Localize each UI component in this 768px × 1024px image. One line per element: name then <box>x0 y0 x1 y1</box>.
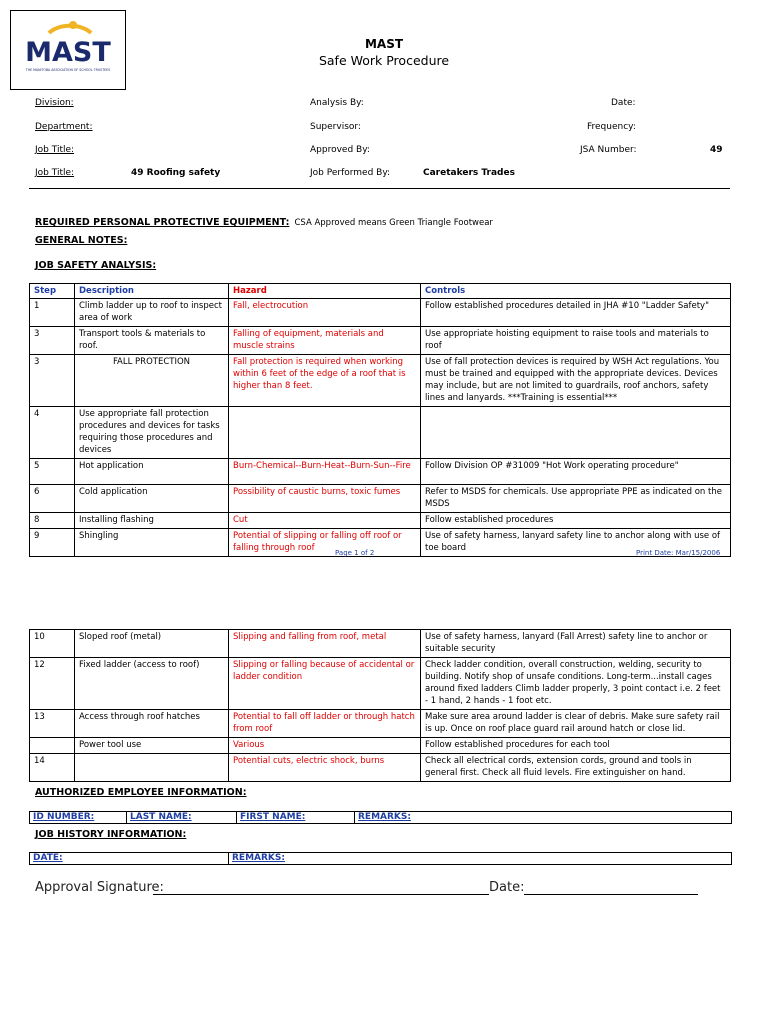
signature-date-label: Date: <box>489 880 525 895</box>
cell-step: 3 <box>30 355 75 407</box>
cell-hazard: Fall, electrocution <box>229 299 421 327</box>
remarks-field[interactable]: REMARKS: <box>358 812 411 822</box>
authorized-label: AUTHORIZED EMPLOYEE INFORMATION: <box>35 787 247 798</box>
cell-step: 12 <box>30 658 75 710</box>
cell-step: 10 <box>30 630 75 658</box>
table-row <box>30 710 731 738</box>
ppe-label: REQUIRED PERSONAL PROTECTIVE EQUIPMENT: <box>35 217 290 228</box>
cell-controls: Follow established procedures for each tool <box>421 738 731 754</box>
doc-title: Safe Work Procedure <box>318 53 450 68</box>
division-label: Division: <box>35 98 74 108</box>
general-notes-label: GENERAL NOTES: <box>35 235 128 246</box>
first-name-field[interactable]: FIRST NAME: <box>240 812 306 822</box>
job-performed-by-label: Job Performed By: <box>310 168 391 178</box>
table-row <box>30 754 731 782</box>
cell-hazard: Potential cuts, electric shock, burns <box>229 754 421 782</box>
job-title-value: 49 Roofing safety <box>131 168 221 178</box>
jsa-number-label: JSA Number: <box>580 145 637 155</box>
history-remarks-field[interactable]: REMARKS: <box>232 853 285 863</box>
cell-hazard: Fall protection is required when working within 6 feet of the edge of a roof that is higher than 8 feet. <box>229 355 421 407</box>
approved-by-label: Approved By: <box>310 145 370 155</box>
history-date-field[interactable]: DATE: <box>33 853 63 863</box>
job-title-label-2: Job Title: <box>35 168 75 178</box>
cell-hazard: Falling of equipment, materials and muscle strains <box>229 327 421 355</box>
table-row <box>30 529 731 557</box>
cell-description: Power tool use <box>75 738 229 754</box>
cell-hazard: Slipping and falling from roof, metal <box>229 630 421 658</box>
header-step: Step <box>30 284 75 299</box>
cell-description: Cold application <box>75 485 229 513</box>
org-title: MAST <box>364 37 404 51</box>
cell-step: 14 <box>30 754 75 782</box>
job-performed-by-value: Caretakers Trades <box>423 168 515 178</box>
cell-step: 8 <box>30 513 75 529</box>
cell-step: 3 <box>30 327 75 355</box>
department-label: Department: <box>35 122 93 132</box>
table-row <box>30 327 731 355</box>
supervisor-label: Supervisor: <box>310 122 361 132</box>
cell-controls: Use of safety harness, lanyard (Fall Arrest) safety line to anchor or suitable security <box>421 630 731 658</box>
print-date: Print Date: Mar/15/2006 <box>636 549 721 557</box>
table-row <box>30 299 731 327</box>
cell-description: Fixed ladder (access to roof) <box>75 658 229 710</box>
analysis-by-label: Analysis By: <box>310 98 364 108</box>
header-hazard: Hazard <box>229 284 421 299</box>
table-row <box>30 658 731 710</box>
table-row <box>30 407 731 459</box>
table-row <box>30 485 731 513</box>
date-label: Date: <box>611 98 636 108</box>
cell-controls: Follow established procedures <box>421 513 731 529</box>
jsa-table-page2 <box>29 629 731 782</box>
cell-description: Climb ladder up to roof to inspect area of work <box>75 299 229 327</box>
id-number-field[interactable]: ID NUMBER: <box>33 812 95 822</box>
last-name-field[interactable]: LAST NAME: <box>130 812 192 822</box>
table-row <box>30 459 731 485</box>
cell-step: 5 <box>30 459 75 485</box>
cell-description: Transport tools & materials to roof. <box>75 327 229 355</box>
cell-hazard: Various <box>229 738 421 754</box>
logo-text: MAST <box>25 37 111 68</box>
cell-hazard: Slipping or falling because of accidental or ladder condition <box>229 658 421 710</box>
jsa-table-page1 <box>29 283 731 557</box>
jsa-label: JOB SAFETY ANALYSIS: <box>35 260 157 271</box>
logo-subtext: THE MANITOBA ASSOCIATION OF SCHOOL TRUSTEES <box>25 68 111 72</box>
cell-controls: Use appropriate hoisting equipment to raise tools and materials to roof <box>421 327 731 355</box>
cell-description <box>75 754 229 782</box>
signature-date-line[interactable] <box>524 894 698 895</box>
approval-signature-line[interactable] <box>153 894 489 895</box>
cell-hazard: Potential to fall off ladder or through hatch from roof <box>229 710 421 738</box>
cell-hazard: Possibility of caustic burns, toxic fumes <box>229 485 421 513</box>
cell-hazard <box>229 407 421 459</box>
cell-description: Use appropriate fall protection procedures and devices for tasks requiring those procedures and devices <box>75 407 229 459</box>
approval-signature-label: Approval Signature: <box>35 880 164 895</box>
cell-step <box>30 738 75 754</box>
cell-step: 9 <box>30 529 75 557</box>
authorized-fields-bar <box>29 811 732 824</box>
table-header-row <box>30 284 731 299</box>
cell-controls: Refer to MSDS for chemicals. Use appropriate PPE as indicated on the MSDS <box>421 485 731 513</box>
cell-hazard: Burn-Chemical--Burn-Heat--Burn-Sun--Fire <box>229 459 421 485</box>
cell-description: Shingling <box>75 529 229 557</box>
cell-description: Access through roof hatches <box>75 710 229 738</box>
ppe-line <box>35 210 493 229</box>
job-title-label-1: Job Title: <box>35 145 75 155</box>
cell-controls: Use of fall protection devices is required by WSH Act regulations. You must be trained and equipped with the appropriate devices. Devices may include, but are not limited to guardrails, roof anchors, safety lines and lanyards. ***Training is essential*** <box>421 355 731 407</box>
page-number: Page 1 of 2 <box>335 549 375 557</box>
cell-step: 6 <box>30 485 75 513</box>
job-history-fields-bar <box>29 852 732 865</box>
cell-controls <box>421 407 731 459</box>
cell-description: FALL PROTECTION <box>75 355 229 407</box>
cell-description: Installing flashing <box>75 513 229 529</box>
header-controls: Controls <box>421 284 731 299</box>
table-row <box>30 513 731 529</box>
cell-controls: Check all electrical cords, extension cords, ground and tools in general first. Check all fluid levels. Fire extinguisher on hand. <box>421 754 731 782</box>
jsa-number-value: 49 <box>710 145 723 155</box>
cell-controls: Use of safety harness, lanyard safety line to anchor along with use of toe board <box>421 529 731 557</box>
header-description: Description <box>75 284 229 299</box>
cell-controls: Follow established procedures detailed in JHA #10 "Ladder Safety" <box>421 299 731 327</box>
cell-hazard: Cut <box>229 513 421 529</box>
table-row <box>30 355 731 407</box>
cell-step: 4 <box>30 407 75 459</box>
cell-controls: Make sure area around ladder is clear of debris. Make sure safety rail is up. Once on roof place guard rail around hatch or close lid. <box>421 710 731 738</box>
job-history-label: JOB HISTORY INFORMATION: <box>35 829 187 840</box>
cell-hazard: Potential of slipping or falling off roof or falling through roof <box>229 529 421 557</box>
cell-description: Hot application <box>75 459 229 485</box>
cell-step: 1 <box>30 299 75 327</box>
cell-controls: Check ladder condition, overall construction, welding, security to building. Notify shop of unsafe conditions. Long-term...install cages around fixed ladders Climb ladder properly, 3 point contact i.e. 2 feet - 1 hand, 2 hands - 1 foot etc. <box>421 658 731 710</box>
cell-step: 13 <box>30 710 75 738</box>
frequency-label: Frequency: <box>587 122 636 132</box>
cell-description: Sloped roof (metal) <box>75 630 229 658</box>
ppe-value: CSA Approved means Green Triangle Footwear <box>294 218 493 228</box>
table-row <box>30 738 731 754</box>
table-row <box>30 630 731 658</box>
cell-controls: Follow Division OP #31009 "Hot Work operating procedure" <box>421 459 731 485</box>
header-divider <box>29 188 730 189</box>
